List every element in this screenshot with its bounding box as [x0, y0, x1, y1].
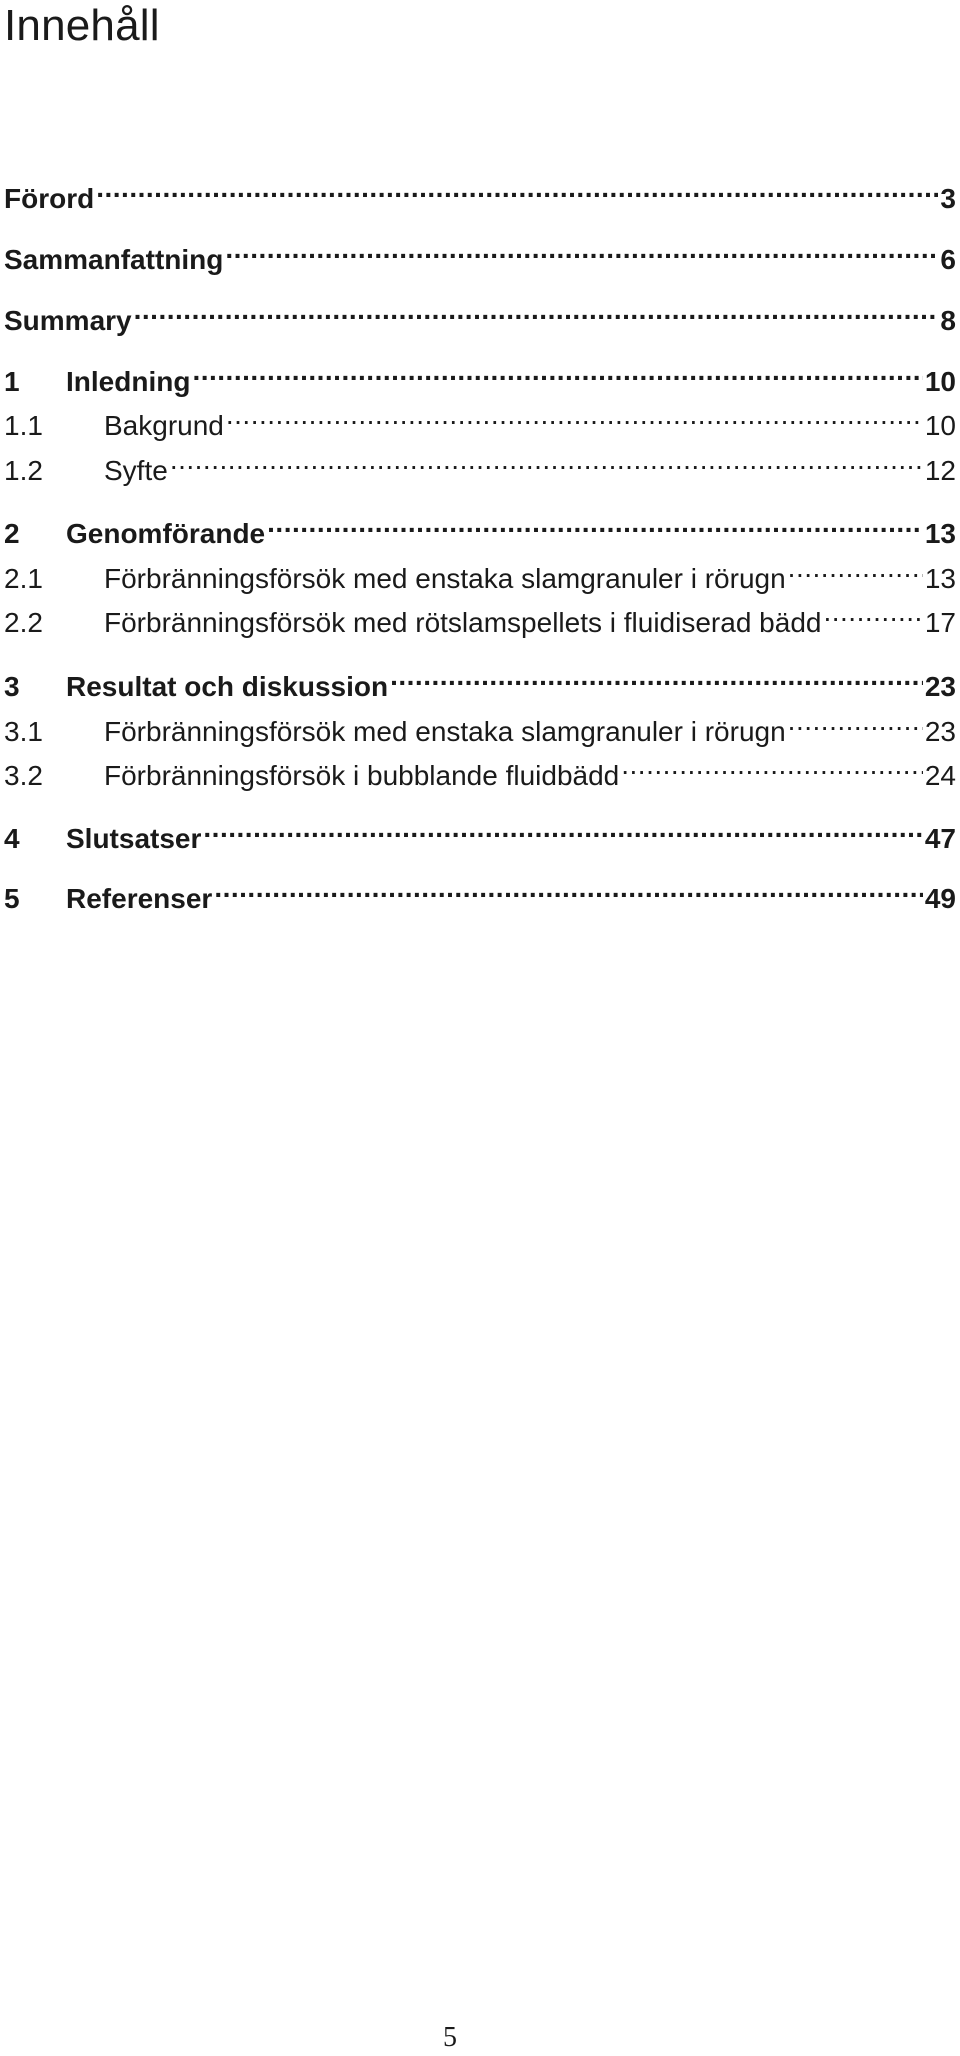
- toc-entry-number: 2: [4, 518, 20, 549]
- dot-leader: [192, 351, 922, 391]
- toc-entry-number: 1: [4, 366, 20, 397]
- dot-leader: [267, 503, 923, 543]
- toc-entry-number: 2.1: [4, 563, 43, 594]
- toc-entry-forord[interactable]: [4, 168, 956, 214]
- dot-leader: [96, 168, 938, 208]
- toc-entry-3[interactable]: [4, 656, 956, 702]
- toc-entry-page: 13: [924, 563, 956, 594]
- dot-leader: [226, 395, 923, 435]
- toc-entry-sammanfattning[interactable]: [4, 229, 956, 275]
- toc-entry-page: 23: [924, 671, 956, 702]
- toc-entry-label: Inledning: [66, 366, 191, 397]
- toc-entry-page: 3: [940, 183, 956, 214]
- toc-entry-label: Förbränningsförsök med enstaka slamgranuler i rörugn: [104, 563, 786, 594]
- toc-entry-page: 49: [924, 883, 956, 914]
- toc-entry-label: Genomförande: [66, 518, 266, 549]
- toc-entry-number: 4: [4, 823, 20, 854]
- dot-leader: [390, 656, 923, 696]
- toc-entry-label: Förbränningsförsök med enstaka slamgranuler i rörugn: [104, 716, 786, 747]
- toc-entry-4[interactable]: [4, 808, 956, 854]
- dot-leader: [203, 808, 922, 848]
- toc-entry-page: 13: [924, 518, 956, 549]
- toc-entry-label: Slutsatser: [66, 823, 202, 854]
- toc-entry-page: 12: [924, 455, 956, 486]
- toc-entry-label: Förord: [4, 183, 95, 214]
- page-title: Innehåll: [4, 1, 160, 50]
- toc-entry-number: 1.2: [4, 455, 43, 486]
- toc-entry-page: 8: [940, 305, 956, 336]
- toc-entry-5[interactable]: [4, 868, 956, 914]
- toc-entry-number: 3.1: [4, 716, 43, 747]
- toc-entry-label: Summary: [4, 305, 132, 336]
- toc-entry-2[interactable]: [4, 503, 956, 549]
- dot-leader: [134, 290, 939, 330]
- toc-entry-label: Sammanfattning: [4, 244, 224, 275]
- toc-entry-number: 3.2: [4, 760, 43, 791]
- toc-entry-label: Syfte: [104, 455, 168, 486]
- dot-leader: [788, 548, 923, 588]
- toc-entry-page: 47: [924, 823, 956, 854]
- toc-entry-1-1[interactable]: [4, 395, 956, 441]
- toc-entry-page: 23: [924, 716, 956, 747]
- toc-entry-label: Bakgrund: [104, 410, 224, 441]
- dot-leader: [621, 745, 923, 785]
- page-number: 5: [443, 2022, 457, 2053]
- toc-entry-page: 10: [924, 410, 956, 441]
- toc-entry-page: 6: [940, 244, 956, 275]
- toc-entry-number: 5: [4, 883, 20, 914]
- toc-entry-label: Referenser: [66, 883, 213, 914]
- toc-entry-page: 10: [924, 366, 956, 397]
- toc-entry-3-1[interactable]: [4, 701, 956, 747]
- toc-entry-page: 17: [924, 607, 956, 638]
- toc-entry-label: Förbränningsförsök i bubblande fluidbädd: [104, 760, 620, 791]
- toc-entry-label: Förbränningsförsök med rötslamspellets i fluidiserad bädd: [104, 607, 822, 638]
- dot-leader: [823, 592, 922, 632]
- toc-entry-3-2[interactable]: [4, 745, 956, 791]
- toc-entry-number: 2.2: [4, 607, 43, 638]
- toc-entry-label: Resultat och diskussion: [66, 671, 389, 702]
- toc-entry-number: 3: [4, 671, 20, 702]
- toc-entry-1-2[interactable]: [4, 440, 956, 486]
- toc-entry-2-2[interactable]: [4, 592, 956, 638]
- toc-entry-page: 24: [924, 760, 956, 791]
- dot-leader: [170, 440, 923, 480]
- dot-leader: [225, 229, 938, 269]
- toc-entry-1[interactable]: [4, 351, 956, 397]
- toc-entry-number: 1.1: [4, 410, 43, 441]
- dot-leader: [214, 868, 923, 908]
- toc-entry-summary[interactable]: [4, 290, 956, 336]
- toc-entry-2-1[interactable]: [4, 548, 956, 594]
- dot-leader: [788, 701, 923, 741]
